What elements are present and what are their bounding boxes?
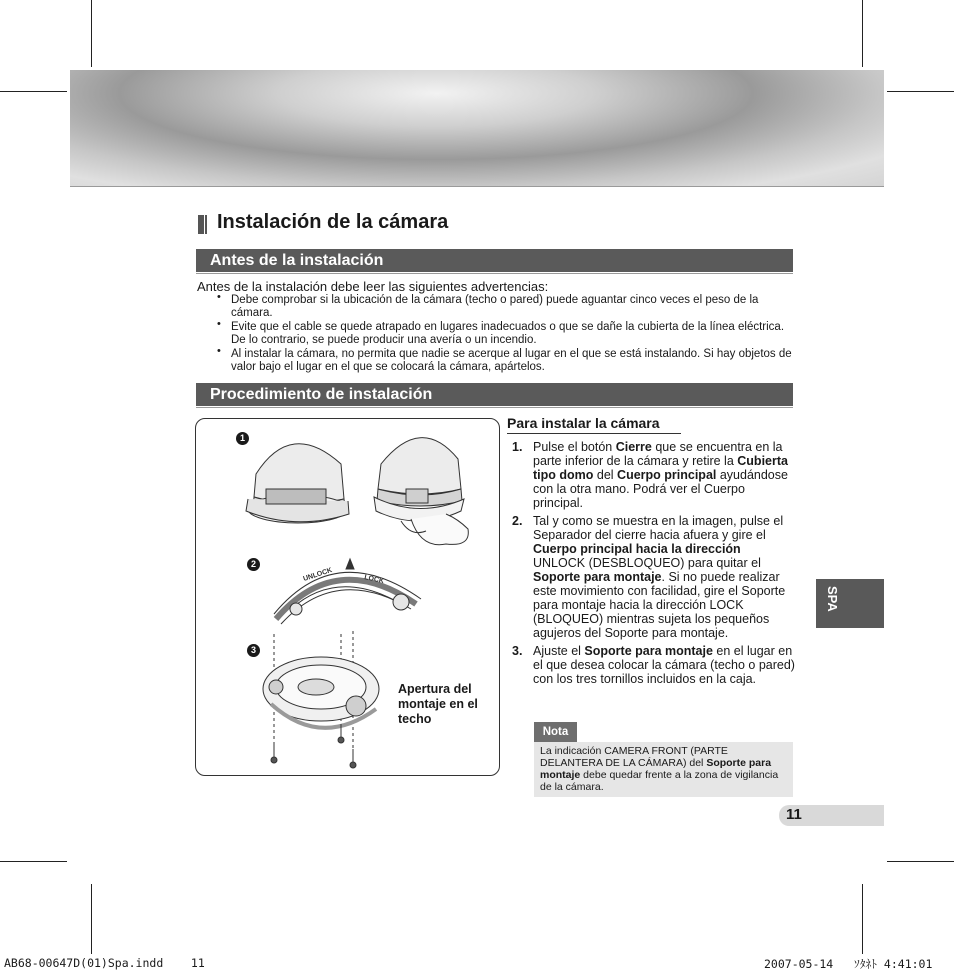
- list-item: 3. Ajuste el Soporte para montaje en el lugar en el que desea colocar la cámara (techo o pared) con los tres tornillos incluidos en la caja.: [512, 644, 795, 686]
- slug-file-info: AB68-00647D(01)Spa.indd 11: [4, 956, 205, 970]
- list-item: • Al instalar la cámara, no permita que nadie se acerque al lugar en el que se está instalando. Si hay objetos de valor bajo el lugar en el que se colocará la cámara, apártelos.: [217, 345, 792, 373]
- step-number: 3.: [512, 644, 523, 658]
- mounting-bracket: [263, 631, 379, 757]
- intro-text: Antes de la instalación debe leer las siguientes advertencias:: [197, 279, 549, 294]
- dome-camera-open: [246, 444, 349, 523]
- warning-list: [217, 291, 795, 375]
- page-title: Instalación de la cámara: [217, 211, 449, 233]
- mounting-ring: [274, 559, 421, 624]
- subheading-underline: [507, 433, 681, 434]
- crop-mark: [0, 91, 67, 92]
- header-banner-image: [70, 70, 884, 187]
- title-marker: [205, 215, 207, 234]
- slug-date-info: 2007-05-14 ｿﾀﾈﾄ 4:41:01: [764, 957, 933, 971]
- crop-mark: [887, 91, 954, 92]
- screw-icon: [271, 724, 356, 768]
- bullet-icon: •: [217, 291, 221, 303]
- step-number: 1.: [512, 440, 523, 454]
- note-label: Nota: [534, 722, 577, 742]
- step-marker-1: 1: [236, 432, 249, 445]
- list-item: 1. Pulse el botón Cierre que se encuentra en la parte inferior de la cámara y retire la Cubierta tipo domo del Cuerpo principal ayudándose con la otra mano. Podrá ver el Cuerpo principal.: [512, 440, 788, 510]
- banner-divider: [70, 186, 884, 187]
- crop-mark: [862, 0, 863, 67]
- list-item: 2. Tal y como se muestra en la imagen, pulse el Separador del cierre hacia afuera y gire el Cuerpo principal hacia la dirección UNLOCK (DESBLOQUEO) para quitar el Soporte para montaje. Si no puede realizar este movimiento con facilidad, gire el Soporte para montaje hacia la dirección LOCK (BLOQUEO) mientras sujeta los pequeños agujeros del Soporte para montaje.: [512, 514, 786, 640]
- page-number: 11: [786, 806, 802, 823]
- list-item: • Debe comprobar si la ubicación de la cámara (techo o pared) puede aguantar cinco veces el peso de la cámara.: [217, 291, 759, 319]
- bullet-icon: •: [217, 345, 221, 357]
- title-marker: [198, 215, 204, 234]
- crop-mark: [862, 884, 863, 954]
- list-item: • Evite que el cable se quede atrapado en lugares inadecuados o que se dañe la cubierta de la línea eléctrica. De lo contrario, se puede producir una avería o un incendio.: [217, 318, 785, 346]
- section-heading-procedure: Procedimiento de instalación: [196, 383, 793, 406]
- step-marker-2: 2: [247, 558, 260, 571]
- step-marker-3: 3: [247, 644, 260, 657]
- bullet-icon: •: [217, 318, 221, 330]
- steps-list: [510, 440, 795, 690]
- crop-mark: [887, 861, 954, 862]
- crop-mark: [0, 861, 67, 862]
- dome-camera-hand: [374, 438, 468, 545]
- note-box: La indicación CAMERA FRONT (PARTE DELANTERA DE LA CÁMARA) del Soporte para montaje debe quedar frente a la zona de vigilancia de la cámara.: [534, 742, 793, 797]
- crop-mark: [91, 0, 92, 67]
- figure-caption: Apertura del montaje en el techo: [398, 682, 478, 726]
- section-heading-before: Antes de la instalación: [196, 249, 793, 272]
- lock-label: LOCK: [363, 574, 385, 586]
- crop-mark: [91, 884, 92, 954]
- step-number: 2.: [512, 514, 523, 528]
- unlock-label: UNLOCK: [302, 566, 334, 583]
- language-tab-label: SPA: [825, 586, 840, 612]
- subheading: Para instalar la cámara: [507, 415, 660, 431]
